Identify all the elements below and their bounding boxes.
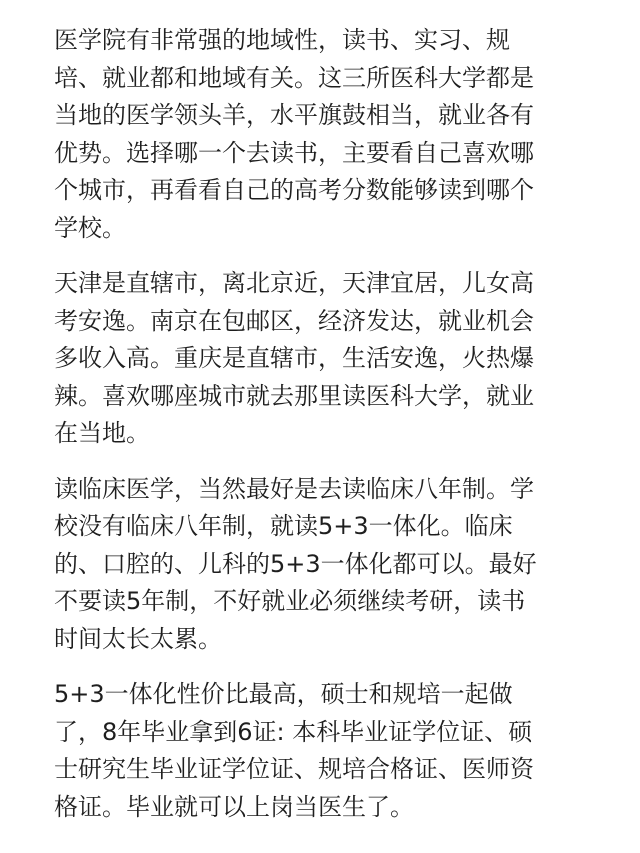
text-line: 时间太长太累。 (54, 624, 222, 653)
text-line: 天津是直辖市，离北京近，天津宜居，儿女高 (54, 269, 534, 297)
paragraph-4 (54, 676, 606, 826)
text-line: 的、口腔的、儿科的5+3一体化都可以。最好 (54, 549, 537, 578)
text-line: 培、就业都和地域有关。这三所医科大学都是 (54, 63, 534, 92)
paragraph-2 (54, 265, 606, 453)
text-line: 辣。喜欢哪座城市就去那里读医科大学，就业 (54, 381, 534, 410)
text-line: 学校。 (54, 213, 126, 242)
text-line: 优势。选择哪一个去读书，主要看自己喜欢哪 (54, 138, 534, 167)
article-body (54, 22, 606, 844)
text-line: 不要读5年制，不好就业必须继续考研，读书 (54, 587, 526, 615)
text-line: 考安逸。南京在包邮区，经济发达，就业机会 (54, 306, 534, 335)
text-line: 5+3一体化性价比最高，硕士和规培一起做 (54, 680, 513, 708)
text-line: 读临床医学，当然最好是去读临床八年制。学 (54, 474, 534, 503)
text-line: 多收入高。重庆是直辖市，生活安逸，火热爆 (54, 344, 534, 372)
text-line: 个城市，再看看自己的高考分数能够读到哪个 (54, 176, 534, 204)
text-line: 医学院有非常强的地域性，读书、实习、规 (54, 26, 510, 54)
text-line: 士研究生毕业证学位证、规培合格证、医师资 (54, 755, 534, 783)
paragraph-1 (54, 22, 606, 247)
text-line: 当地的医学领头羊，水平旗鼓相当，就业各有 (54, 101, 534, 129)
text-line: 格证。毕业就可以上岗当医生了。 (54, 792, 414, 821)
text-line: 了，8年毕业拿到6证: 本科毕业证学位证、硕 (54, 717, 533, 746)
text-line: 校没有临床八年制，就读5+3一体化。临床 (54, 512, 513, 540)
text-line: 在当地。 (54, 419, 150, 447)
paragraph-3 (54, 471, 606, 659)
